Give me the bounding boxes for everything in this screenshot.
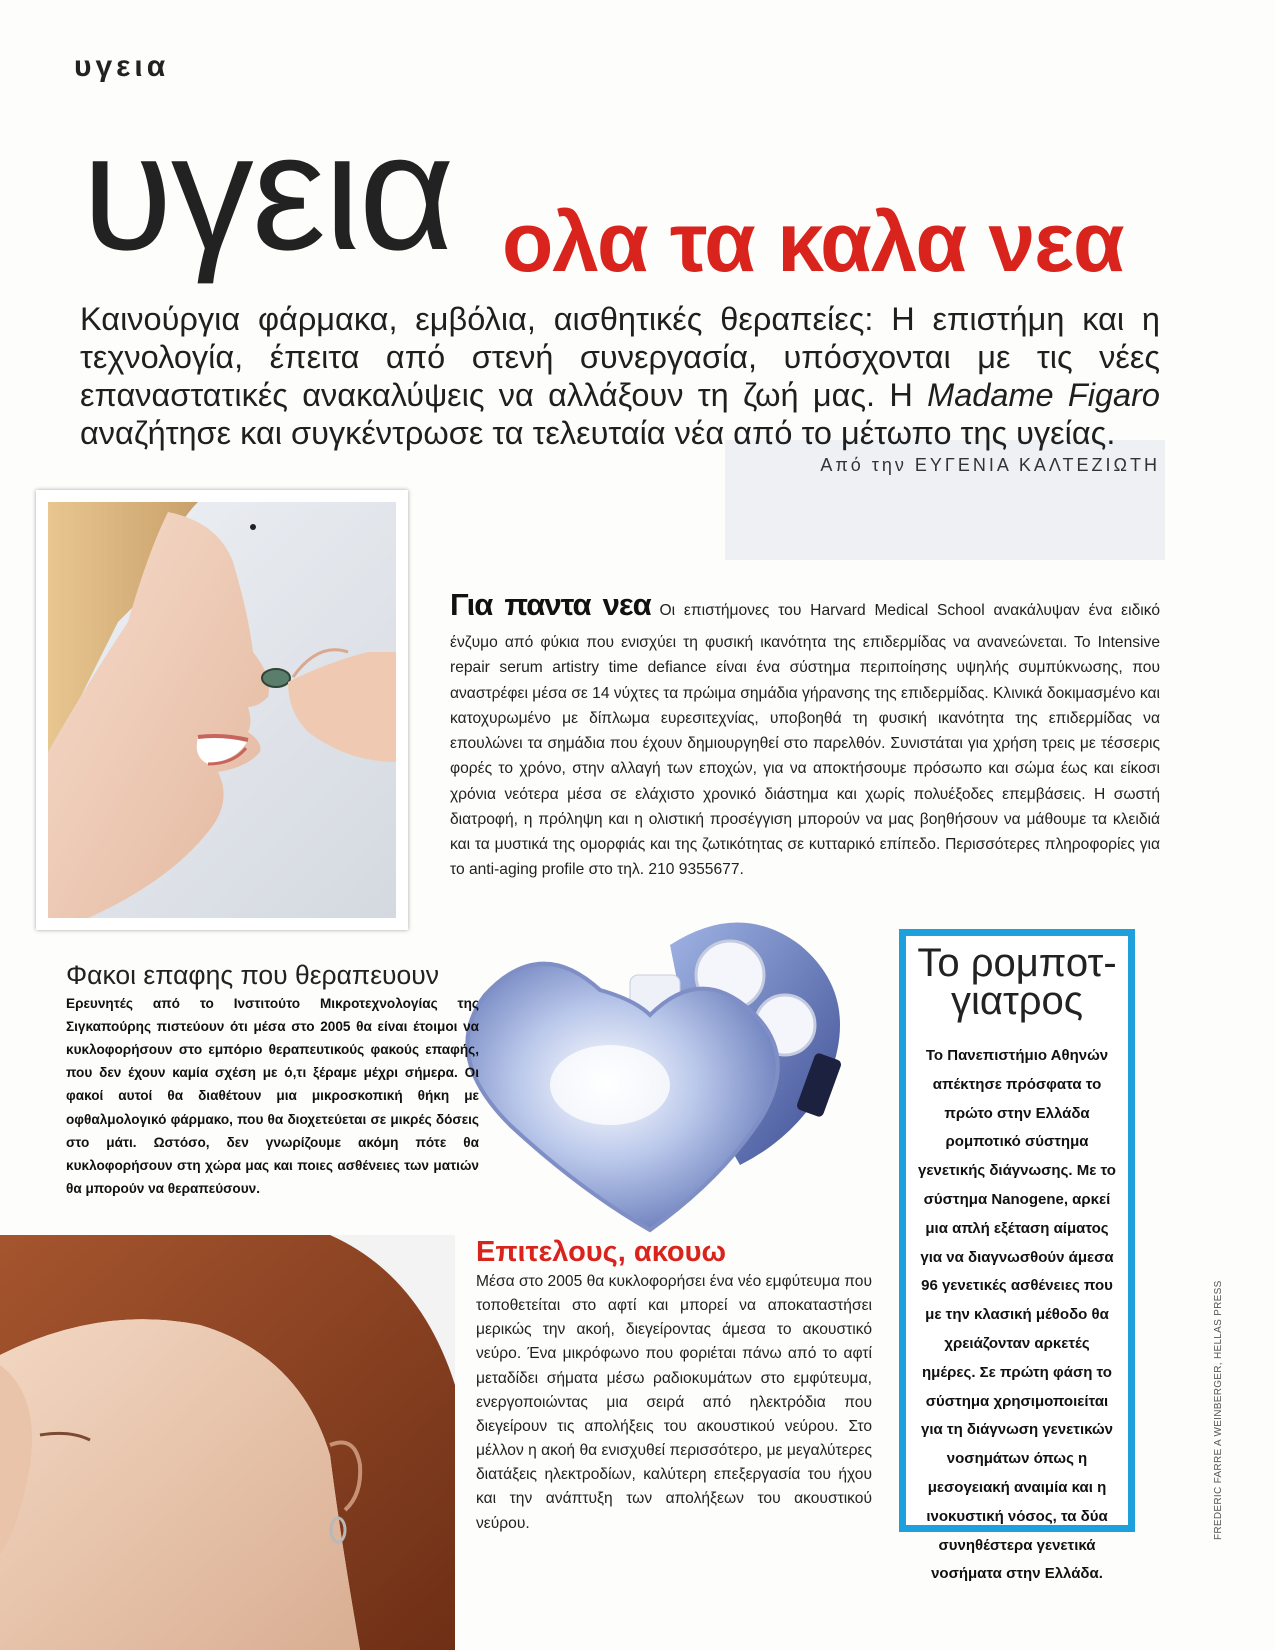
magazine-name: Madame Figaro bbox=[927, 377, 1160, 414]
article-contact-lenses-title: Φακοι επαφης που θεραπευουν bbox=[66, 960, 439, 990]
sidebar-robot-doctor-title bbox=[906, 941, 1128, 1023]
article-hearing-title: Επιτελους, ακουω bbox=[476, 1236, 726, 1268]
photo-credit: FREDERIC FARRE A WEINBERGER, HELLAS PRESS bbox=[1213, 1280, 1224, 1540]
heart-lens-case-illustration bbox=[450, 905, 870, 1235]
article-hearing-body: Μέσα στο 2005 θα κυκλοφορήσει ένα νέο εμφύτευμα που τοποθετείται στο αφτί και μπορεί να αποκαταστήσει μερικώς την ακοή, διεγείροντας άμεσα το ακουστικό νεύρο. Ένα μικρόφωνο που φοριέται πάνω από το αφτί μεταδίδει σήματα μέσω ραδιοκυμάτων στο εμφύτευμα, ενεργοποιώντας μια σειρά από ηλεκτρόδια που διεγείρουν τις απολήξεις του ακουστικού νεύρου. Στο μέλλον η ακοή θα ενισχυθεί περισσότερο, με μεγαλύτερες διατάξεις ηλεκτροδίων, καλύτερη επεξεργασία του ήχου και την ανάπτυξη των απολήξεων του ακουστικού νεύρου. bbox=[476, 1273, 872, 1532]
article-forever-young-body: Οι επιστήμονες του Harvard Medical School ανακάλυψαν ένα ειδικό ένζυμο από φύκια που ενισχύει τη φυσική ικανότητα της επιδερμίδας να ανανεώνεται. Το Intensive repair serum artistry time defiance είναι ένα σύστημα περιποίησης υψηλής συμπύκνωσης, που αναστρέφει μέσα σε 14 νύχτες τα πρώιμα σημάδια γήρανσης της επιδερμίδας. Κλινικά δοκιμασμένο και κατοχυρωμένο με δίπλωμα ευρεσιτεχνίας, υποβοηθά τη φυσική ικανότητα της επιδερμίδας να επουλώνει τα σημάδια που έχουν δημιουργηθεί στο παρελθόν. Συνιστάται για χρήση τρεις με τέσσερις φορές το χρόνο, στην αλλαγή των εποχών, για να αποκτήσουμε πρόσωπο και σώμα έως και είκοσι χρόνια νεότερα μέσα σε ελάχιστο χρονικό διάστημα και χωρίς πολυέξοδες επεμβάσεις. Η σωστή διατροφή, η πρόληψη και η ολιστική προσέγγιση μπορούν να μας βοηθήσουν να μάθουμε τα κλειδιά και τα μυστικά της ομορφιάς και της ζωτικότητας σε κυτταρικό επίπεδο. Περισσότερες πληροφορίες για το anti-aging profile στο τηλ. 210 9355677. bbox=[450, 602, 1160, 879]
article-forever-young bbox=[450, 580, 1160, 883]
article-contact-lenses-body: Ερευνητές από το Ινστιτούτο Μικροτεχνολογίας της Σιγκαπούρης πιστεύουν ότι μέσα στο 2005 θα είναι έτοιμοι να κυκλοφορήσουν στο εμπόριο θεραπευτικούς φακούς επαφής, που δεν έχουν καμία σχέση με ό,τι ξέραμε μέχρι σήμερα. Οι φακοί αυτοί θα διαθέτουν μια μικροσκοπική θήκη με οφθαλμολογικό φάρμακο, που θα διοχετεύεται σε μικρές δόσεις στο μάτι. Ωστόσο, δεν γνωρίζουμε ακόμη πότε θα κυκλοφορήσουν στη χώρα μας και ποιες ασθένειες των ματιών θα μπορούν να θεραπεύσουν. bbox=[66, 996, 479, 1196]
intro-text-before: Καινούργια φάρμακα, εμβόλια, αισθητικές θεραπείες: Η επιστήμη και η τεχνολογία, έπειτα από στενή συνεργασία, υπόσχονται με τις νέες επαναστατικές ανακαλύψεις να αλλάξουν τη ζωή μας. Η bbox=[80, 301, 1160, 414]
sidebar-title-line-2: γιατρος bbox=[950, 979, 1084, 1023]
sidebar-robot-doctor-body: Το Πανεπιστήμιο Αθηνών απέκτησε πρόσφατα το πρώτο στην Ελλάδα ρομποτικό σύστημα γενετικής διάγνωσης. Με το σύστημα Nanogene, αρκεί μια απλή εξέταση αίματος για να διαγνωσθούν άμεσα 96 γενετικές ασθένειες που με την κλασική μέθοδο θα χρειάζονταν αρκετές ημέρες. Σε πρώτη φάση το σύστημα χρησιμοποιείται για τη διάγνωση γενετικών νοσημάτων όπως η μεσογειακή αναιμία και η ινοκυστική νόσος, τα δύα συνηθέστερα γενετικά νοσήματα στην Ελλάδα. bbox=[918, 1047, 1116, 1583]
photo-woman-capsule bbox=[36, 490, 408, 930]
intro-paragraph bbox=[80, 300, 1160, 452]
page-subtitle: ολα τα καλα νεα bbox=[502, 195, 1124, 289]
article-forever-young-title: Για παντα νεα bbox=[450, 587, 651, 622]
sidebar-robot-doctor bbox=[899, 929, 1135, 1583]
byline: Από την ΕΥΓΕΝΙΑ ΚΑΛΤΕΖΙΩΤΗ bbox=[820, 455, 1160, 475]
intro-text-after: αναζήτησε και συγκέντρωσε τα τελευταία νέα από το μέτωπο της υγείας. bbox=[80, 415, 1116, 452]
photo-woman-profile bbox=[0, 1235, 455, 1650]
page-title: υγεια bbox=[82, 100, 453, 285]
sidebar-title-line-1: Το ρομποτ- bbox=[917, 941, 1117, 985]
woman-capsule-illustration bbox=[48, 502, 396, 918]
woman-profile-illustration bbox=[0, 1235, 455, 1650]
section-label: υγεια bbox=[74, 50, 170, 83]
photo-heart-lens-case bbox=[450, 905, 870, 1235]
